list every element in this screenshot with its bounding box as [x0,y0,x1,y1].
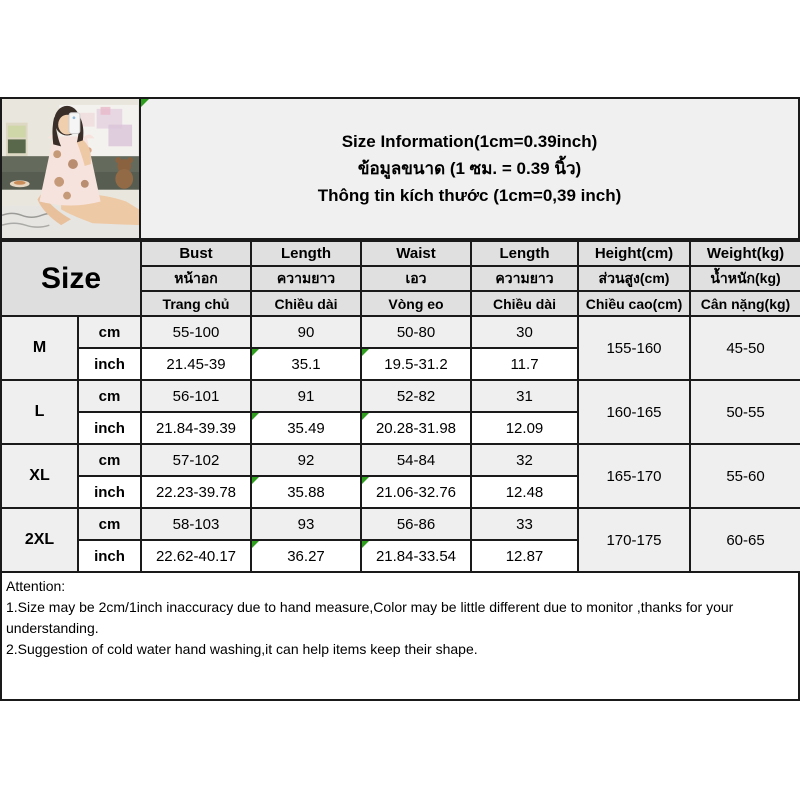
header-length2-vi: Chiều dài [471,291,578,316]
attention-notes [0,571,800,701]
table-row-m-cm [1,316,800,348]
size-label-l: L [1,380,78,444]
header-waist-vi: Vòng eo [361,291,471,316]
m-length2-cm: 30 [471,316,578,348]
header-height-th: ส่วนสูง(cm) [578,266,690,291]
xl-waist-cm: 54-84 [361,444,471,476]
header-bust-en: Bust [141,241,251,266]
size-information-title-block [141,99,798,238]
l-length-cm: 91 [251,380,361,412]
m-length2-inch: 11.7 [471,348,578,380]
size-label-m: M [1,316,78,380]
table-row-2xl-cm [1,508,800,540]
unit-inch: inch [78,348,141,380]
attention-heading: Attention: [6,578,66,594]
2xl-length2-cm: 33 [471,508,578,540]
table-row-xl-cm [1,444,800,476]
size-label-2xl: 2XL [1,508,78,572]
unit-cm: cm [78,316,141,348]
l-bust-cm: 56-101 [141,380,251,412]
2xl-bust-inch: 22.62-40.17 [141,540,251,572]
m-height: 155-160 [578,316,690,380]
header-weight-en: Weight(kg) [690,241,800,266]
xl-bust-inch: 22.23-39.78 [141,476,251,508]
size-table [0,240,800,573]
header-length-en: Length [251,241,361,266]
title-thai: ข้อมูลขนาด (1 ซม. = 0.39 นิ้ว) [357,159,582,178]
xl-length2-cm: 32 [471,444,578,476]
xl-height: 165-170 [578,444,690,508]
2xl-weight: 60-65 [690,508,800,572]
l-weight: 50-55 [690,380,800,444]
green-corner-marker-icon [141,99,149,107]
header-bust-th: หน้าอก [141,266,251,291]
attention-line-2: 2.Suggestion of cold water hand washing,it can help items keep their shape. [6,641,478,657]
2xl-length2-inch: 12.87 [471,540,578,572]
2xl-waist-inch: 21.84-33.54 [361,540,471,572]
unit-inch: inch [78,412,141,444]
l-waist-inch: 20.28-31.98 [361,412,471,444]
m-length-inch: 35.1 [251,348,361,380]
2xl-length-cm: 93 [251,508,361,540]
product-photo [2,99,141,238]
xl-weight: 55-60 [690,444,800,508]
xl-length2-inch: 12.48 [471,476,578,508]
m-waist-cm: 50-80 [361,316,471,348]
xl-bust-cm: 57-102 [141,444,251,476]
header-waist-th: เอว [361,266,471,291]
header-row-english [1,241,800,266]
unit-cm: cm [78,444,141,476]
m-length-cm: 90 [251,316,361,348]
m-bust-inch: 21.45-39 [141,348,251,380]
xl-length-inch: 35.88 [251,476,361,508]
l-length-inch: 35.49 [251,412,361,444]
header-height-en: Height(cm) [578,241,690,266]
header-waist-en: Waist [361,241,471,266]
attention-line-1: 1.Size may be 2cm/1inch inaccuracy due to hand measure,Color may be little different due to monitor ,thanks for your understanding. [6,599,734,636]
header-length2-th: ความยาว [471,266,578,291]
xl-length-cm: 92 [251,444,361,476]
header-length-th: ความยาว [251,266,361,291]
unit-cm: cm [78,380,141,412]
header-bust-vi: Trang chủ [141,291,251,316]
m-waist-inch: 19.5-31.2 [361,348,471,380]
l-length2-inch: 12.09 [471,412,578,444]
header-weight-vi: Cân nặng(kg) [690,291,800,316]
product-photo-illustration [2,99,139,238]
l-length2-cm: 31 [471,380,578,412]
size-label-xl: XL [1,444,78,508]
header-weight-th: น้ำหนัก(kg) [690,266,800,291]
table-row-l-cm [1,380,800,412]
top-block [0,97,800,240]
xl-waist-inch: 21.06-32.76 [361,476,471,508]
header-length-vi: Chiều dài [251,291,361,316]
title-english: Size Information(1cm=0.39inch) [341,132,598,151]
m-weight: 45-50 [690,316,800,380]
l-waist-cm: 52-82 [361,380,471,412]
l-height: 160-165 [578,380,690,444]
l-bust-inch: 21.84-39.39 [141,412,251,444]
unit-inch: inch [78,476,141,508]
header-length2-en: Length [471,241,578,266]
2xl-length-inch: 36.27 [251,540,361,572]
title-vietnamese: Thông tin kích thước (1cm=0,39 inch) [317,186,622,205]
2xl-height: 170-175 [578,508,690,572]
size-header-cell: Size [1,241,141,316]
2xl-waist-cm: 56-86 [361,508,471,540]
header-height-vi: Chiều cao(cm) [578,291,690,316]
unit-inch: inch [78,540,141,572]
m-bust-cm: 55-100 [141,316,251,348]
2xl-bust-cm: 58-103 [141,508,251,540]
unit-cm: cm [78,508,141,540]
